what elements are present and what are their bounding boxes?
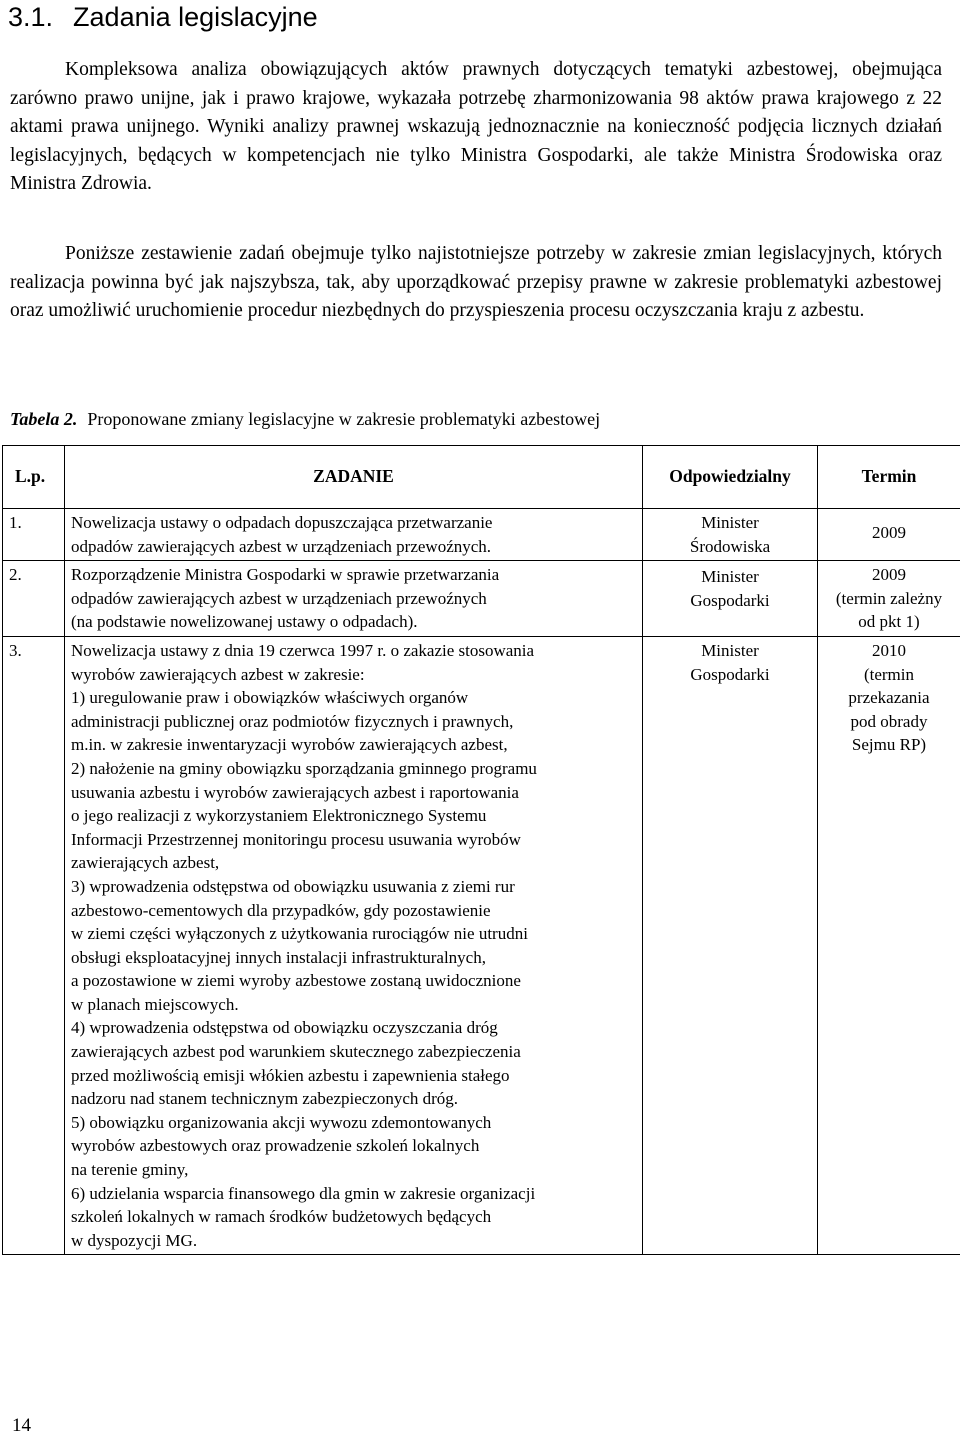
task-line: zawierających azbest, [71, 853, 220, 873]
term-line: Sejmu RP) [851, 735, 927, 755]
term-line: 2010 [872, 640, 906, 660]
row-number: 2. [3, 561, 65, 637]
row-task [65, 636, 643, 1254]
task-line: m.in. w zakresie inwentaryzacji wyrobów zawierających azbest, [71, 735, 508, 755]
task-line: wyrobów zawierających azbest w zakresie: [71, 664, 365, 684]
table-caption-text: Proponowane zmiany legislacyjne w zakresie problematyki azbestowej [87, 409, 601, 429]
task-line: szkoleń lokalnych w ramach środków budżetowych będących [71, 1207, 492, 1227]
responsible-line: Środowiska [689, 536, 771, 556]
responsible-line: Gospodarki [690, 590, 770, 610]
table-caption [10, 406, 600, 432]
task-line: 3) wprowadzenia odstępstwa od obowiązku usuwania z ziemi rur [71, 876, 515, 896]
responsible-line: Minister [701, 640, 759, 660]
task-line: Nowelizacja ustawy o odpadach dopuszczająca przetwarzanie [71, 513, 493, 532]
responsible-line: Minister [701, 567, 759, 587]
row-responsible [643, 509, 818, 561]
term-line: 2009 [872, 565, 906, 585]
task-line: Informacji Przestrzennej monitoringu procesu usuwania wyrobów [71, 829, 521, 849]
table-row [3, 636, 960, 1254]
section-heading [8, 0, 318, 34]
row-task [65, 561, 643, 637]
task-line: przed możliwością emisji włókien azbestu i zapewnienia stałego [71, 1065, 510, 1085]
row-number: 1. [3, 509, 65, 561]
header-task: ZADANIE [65, 446, 643, 509]
row-term [818, 509, 960, 561]
legislative-tasks-table [2, 445, 960, 1255]
task-line: Nowelizacja ustawy z dnia 19 czerwca 1997 r. o zakazie stosowania [71, 640, 535, 660]
task-line: wyrobów azbestowych oraz prowadzenie szkoleń lokalnych [71, 1136, 480, 1156]
header-term: Termin [818, 446, 960, 509]
term-line: (termin [863, 664, 915, 684]
task-line: Rozporządzenie Ministra Gospodarki w sprawie przetwarzania [71, 565, 500, 585]
term-line: od pkt 1) [858, 612, 920, 632]
task-line: 5) obowiązku organizowania akcji wywozu zdemontowanych [71, 1112, 492, 1132]
task-line: w ziemi części wyłączonych z użytkowania rurociągów nie utrudni [71, 924, 528, 944]
task-line: w dyspozycji MG. [71, 1230, 198, 1250]
task-line: (na podstawie nowelizowanej ustawy o odpadach). [71, 612, 418, 632]
task-line: 2) nałożenie na gminy obowiązku sporządzania gminnego programu [71, 758, 537, 778]
task-line: nadzoru nad stanem technicznym zabezpieczonych dróg. [71, 1089, 459, 1109]
task-line: zawierających azbest pod warunkiem skutecznego zabezpieczenia [71, 1042, 521, 1062]
term-line: przekazania [848, 688, 930, 708]
row-task [65, 509, 643, 561]
task-line: 1) uregulowanie praw i obowiązków właściwych organów [71, 688, 469, 708]
task-line: 6) udzielania wsparcia finansowego dla gmin w zakresie organizacji [71, 1183, 536, 1203]
task-line: a pozostawione w ziemi wyroby azbestowe zostaną uwidocznione [71, 971, 521, 991]
row-term [818, 561, 960, 637]
term-line: (termin zależny [835, 588, 943, 608]
table-row [3, 509, 960, 561]
task-line: odpadów zawierających azbest w urządzeniach przewoźnych. [71, 536, 492, 556]
header-lp: L.p. [3, 446, 65, 509]
row-responsible [643, 636, 818, 1254]
row-number: 3. [3, 636, 65, 1254]
task-line: azbestowo-cementowych dla przypadków, gdy pozostawienie [71, 900, 491, 920]
row-term [818, 636, 960, 1254]
task-line: usuwania azbestu i wyrobów zawierających azbest i raportowania [71, 782, 519, 802]
table-caption-label: Tabela 2. [10, 409, 78, 429]
responsible-line: Gospodarki [690, 664, 770, 684]
responsible-line: Minister [701, 513, 759, 532]
task-line: o jego realizacji z wykorzystaniem Elektronicznego Systemu [71, 806, 487, 826]
table-row [3, 561, 960, 637]
paragraph-analysis: Kompleksowa analiza obowiązujących aktów prawnych dotyczących tematyki azbestowej, obejmująca zarówno prawo unijne, jak i prawo krajowe, wykazała potrzebę zharmonizowania 98 aktów prawa krajowego z 22 aktami prawa unijnego. Wyniki analizy prawnej wskazują jednoznacznie na konieczność podjęcia licznych działań legislacyjnych, będących w kompetencjach nie tylko Ministra Gospodarki, ale także Ministra Środowiska oraz Ministra Zdrowia. [10, 59, 942, 195]
task-line: odpadów zawierających azbest w urządzeniach przewoźnych [71, 588, 487, 608]
task-line: administracji publicznej oraz podmiotów fizycznych i prawnych, [71, 711, 514, 731]
task-line: na terenie gminy, [71, 1160, 189, 1180]
header-responsible: Odpowiedzialny [643, 446, 818, 509]
task-line: 4) wprowadzenia odstępstwa od obowiązku oczyszczania dróg [71, 1018, 498, 1038]
row-responsible [643, 561, 818, 637]
task-line: w planach miejscowych. [71, 994, 239, 1014]
task-line: obsługi eksploatacyjnej innych instalacji infrastrukturalnych, [71, 947, 486, 967]
table-header-row [3, 446, 960, 509]
page-number: 14 [12, 1415, 31, 1436]
section-title: Zadania legislacyjne [73, 2, 318, 32]
section-number: 3.1. [8, 2, 54, 32]
paragraph-summary: Poniższe zestawienie zadań obejmuje tylko najistotniejsze potrzeby w zakresie zmian legislacyjnych, których realizacja powinna być jak najszybsza, tak, aby uporządkować przepisy prawne w zakresie problematyki azbestowej oraz umożliwić uruchomienie procedur niezbędnych do przyspieszenia procesu oczyszczania kraju z azbestu. [10, 243, 942, 322]
term-line: pod obrady [850, 711, 928, 731]
term-line: 2009 [872, 523, 906, 542]
